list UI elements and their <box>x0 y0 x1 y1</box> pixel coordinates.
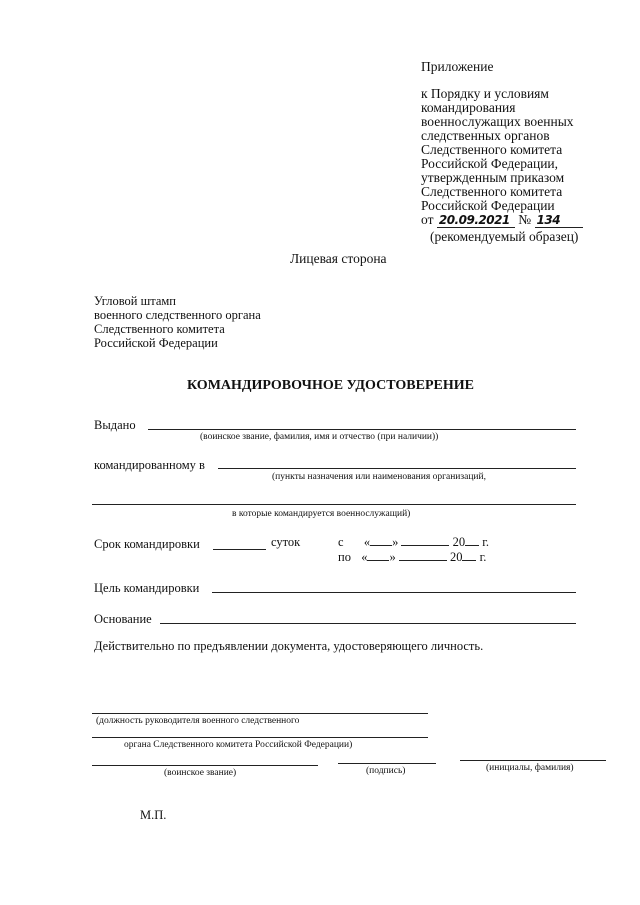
appendix-line: военнослужащих военных <box>421 114 574 129</box>
seal-place: М.П. <box>140 808 167 822</box>
year-suffix: г. <box>482 535 490 549</box>
sent-hint-2: в которые командируется военнослужащий) <box>232 509 411 519</box>
sent-label: командированному в <box>94 458 205 472</box>
issued-line[interactable] <box>148 429 576 430</box>
from-month-field[interactable] <box>401 533 449 546</box>
date-to-row <box>338 548 486 565</box>
appendix-line: следственных органов <box>421 128 550 143</box>
sample-note: (рекомендуемый образец) <box>430 229 579 244</box>
to-label: по <box>338 550 351 564</box>
sent-line-2[interactable] <box>92 504 576 505</box>
document-title: КОМАНДИРОВОЧНОЕ УДОСТОВЕРЕНИЕ <box>187 378 474 393</box>
to-month-field[interactable] <box>399 548 447 561</box>
issued-hint: (воинское звание, фамилия, имя и отчество (при наличии)) <box>200 432 439 442</box>
side-label: Лицевая сторона <box>290 251 387 266</box>
basis-label: Основание <box>94 612 152 626</box>
appendix-heading: Приложение <box>421 59 494 74</box>
order-date: 20.09.2021 <box>438 213 510 227</box>
purpose-label: Цель командировки <box>94 581 200 595</box>
order-number: 134 <box>536 213 561 227</box>
rank-line[interactable] <box>92 765 318 766</box>
sign-hint: (подпись) <box>366 766 406 776</box>
purpose-line[interactable] <box>212 592 576 593</box>
stamp-line: военного следственного органа <box>94 308 261 322</box>
term-label: Срок командировки <box>94 537 200 551</box>
year-suffix: г. <box>479 550 487 564</box>
year-label: 20 <box>452 535 466 549</box>
quote-close: » <box>392 535 399 549</box>
position-line[interactable] <box>92 713 428 714</box>
from-label: с <box>338 535 344 549</box>
stamp-line: Следственного комитета <box>94 322 225 336</box>
quote-close: » <box>389 550 396 564</box>
sign-line[interactable] <box>338 763 436 764</box>
term-days-line[interactable] <box>213 549 266 550</box>
appendix-line: командирования <box>421 100 516 115</box>
appendix-line: к Порядку и условиям <box>421 86 549 101</box>
position-line-2[interactable] <box>92 737 428 738</box>
sent-line[interactable] <box>218 468 576 469</box>
year-label: 20 <box>449 550 463 564</box>
appendix-block <box>421 60 621 228</box>
order-no-sign: № <box>518 212 532 227</box>
appendix-line: Следственного комитета <box>421 184 563 199</box>
from-year-field[interactable] <box>465 533 479 546</box>
issued-label: Выдано <box>94 418 136 432</box>
to-day-field[interactable] <box>367 548 389 561</box>
to-year-field[interactable] <box>462 548 476 561</box>
order-prefix: от <box>421 212 434 227</box>
name-hint: (инициалы, фамилия) <box>486 763 574 773</box>
appendix-line: Российской Федерации <box>421 198 555 213</box>
order-reference <box>421 213 621 228</box>
term-days-label: суток <box>271 535 301 549</box>
quote-open: « <box>363 535 371 549</box>
corner-stamp <box>94 294 261 350</box>
rank-hint: (воинское звание) <box>164 768 237 778</box>
appendix-line: Российской Федерации, <box>421 156 559 171</box>
from-day-field[interactable] <box>370 533 392 546</box>
sent-hint: (пункты назначения или наименования организаций, <box>272 472 486 482</box>
stamp-line: Угловой штамп <box>94 294 177 308</box>
validity-note: Действительно по предъявлении документа, удостоверяющего личность. <box>94 639 484 653</box>
quote-open: « <box>361 550 368 564</box>
appendix-line: Следственного комитета <box>421 142 563 157</box>
appendix-line: утвержденным приказом <box>421 170 565 185</box>
name-line[interactable] <box>460 760 606 761</box>
stamp-line: Российской Федерации <box>94 336 218 350</box>
position-hint: (должность руководителя военного следственного <box>96 716 300 726</box>
position-hint-2: органа Следственного комитета Российской Федерации) <box>124 740 353 750</box>
basis-line[interactable] <box>160 623 576 624</box>
